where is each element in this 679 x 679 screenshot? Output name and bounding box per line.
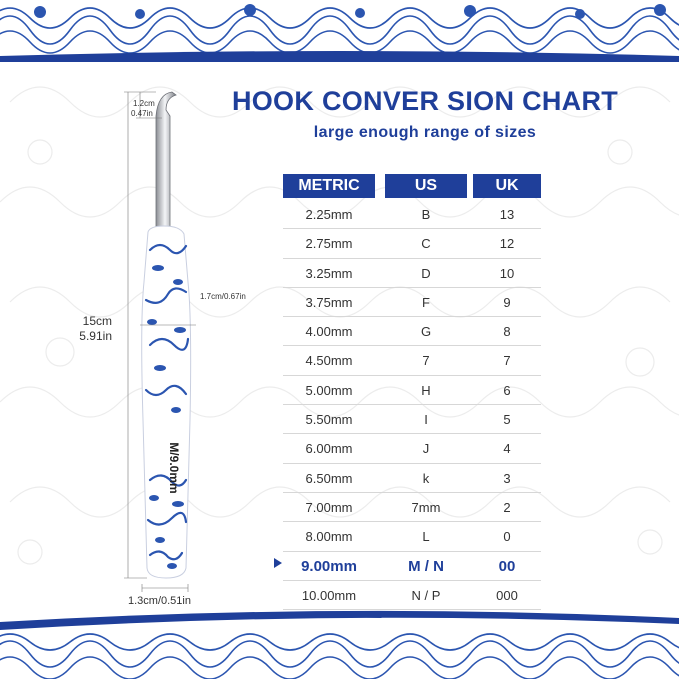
page-subtitle: large enough range of sizes <box>313 124 537 141</box>
page-title: HOOK CONVER SION CHART <box>231 86 619 116</box>
us-cell: D <box>421 265 431 281</box>
uk-cell: 4 <box>503 441 511 457</box>
us-cell: 7 <box>422 353 430 369</box>
uk-cell: 5 <box>503 412 511 428</box>
us-cell: M / N <box>408 557 444 575</box>
highlight-arrow-icon <box>274 558 282 568</box>
metric-cell: 5.00mm <box>305 382 353 398</box>
table-row <box>283 405 541 434</box>
metric-cell: 6.00mm <box>305 441 353 457</box>
us-cell: J <box>422 441 430 457</box>
us-cell: k <box>422 470 430 486</box>
us-cell: N / P <box>411 587 441 603</box>
metric-cell: 2.75mm <box>305 236 353 252</box>
uk-cell: 13 <box>499 207 515 222</box>
metric-cell: 4.50mm <box>305 353 353 369</box>
uk-cell: 12 <box>499 236 515 252</box>
metric-cell: 9.00mm <box>301 557 357 575</box>
table-row <box>283 288 541 317</box>
us-cell: H <box>421 382 431 398</box>
metric-cell: 2.25mm <box>305 207 353 222</box>
table-row <box>283 229 541 258</box>
uk-cell: 7 <box>503 353 511 369</box>
table-row-highlighted <box>283 552 541 581</box>
header-us: US <box>385 174 467 198</box>
us-cell: G <box>420 324 432 340</box>
grip-dimension: 1.7cm/0.67in <box>200 292 246 301</box>
length-dimension-in: 5.91in <box>79 329 112 343</box>
metric-cell: 4.00mm <box>305 324 353 340</box>
table-row <box>283 346 541 375</box>
base-dimension: 1.3cm/0.51in <box>128 595 191 607</box>
uk-cell: 000 <box>496 587 518 603</box>
uk-cell: 00 <box>498 557 516 575</box>
tip-dimension-cm: 1.2cm <box>133 99 155 108</box>
metric-cell: 5.50mm <box>305 412 353 428</box>
table-row <box>283 259 541 288</box>
uk-cell: 2 <box>503 499 511 515</box>
metric-cell: 3.75mm <box>305 294 353 310</box>
table-row <box>283 581 541 610</box>
uk-cell: 3 <box>503 470 511 486</box>
length-dimension-cm: 15cm <box>82 314 112 328</box>
table-row <box>283 522 541 551</box>
metric-cell: 7.00mm <box>305 499 353 515</box>
uk-cell: 9 <box>503 294 511 310</box>
us-cell: I <box>424 412 428 428</box>
table-row <box>283 464 541 493</box>
us-cell: B <box>421 207 431 222</box>
us-cell: F <box>422 294 430 310</box>
handle-size-text: M/9.0mm <box>167 442 181 494</box>
table-row <box>283 434 541 463</box>
us-cell: 7mm <box>411 499 441 515</box>
table-row <box>283 493 541 522</box>
tip-dimension-in: 0.47in <box>131 109 153 118</box>
metric-cell: 3.25mm <box>305 265 353 281</box>
uk-cell: 8 <box>503 324 511 340</box>
table-row <box>283 317 541 346</box>
table-row <box>283 200 541 229</box>
uk-cell: 0 <box>503 529 511 545</box>
metric-cell: 6.50mm <box>305 470 353 486</box>
table-row <box>283 376 541 405</box>
header-uk: UK <box>473 174 541 198</box>
conversion-table <box>283 200 541 610</box>
uk-cell: 6 <box>503 382 511 398</box>
metric-cell: 8.00mm <box>305 529 353 545</box>
us-cell: L <box>422 529 430 545</box>
us-cell: C <box>421 236 431 252</box>
metric-cell: 10.00mm <box>301 587 357 603</box>
header-metric: METRIC <box>283 174 375 198</box>
uk-cell: 10 <box>499 265 515 281</box>
